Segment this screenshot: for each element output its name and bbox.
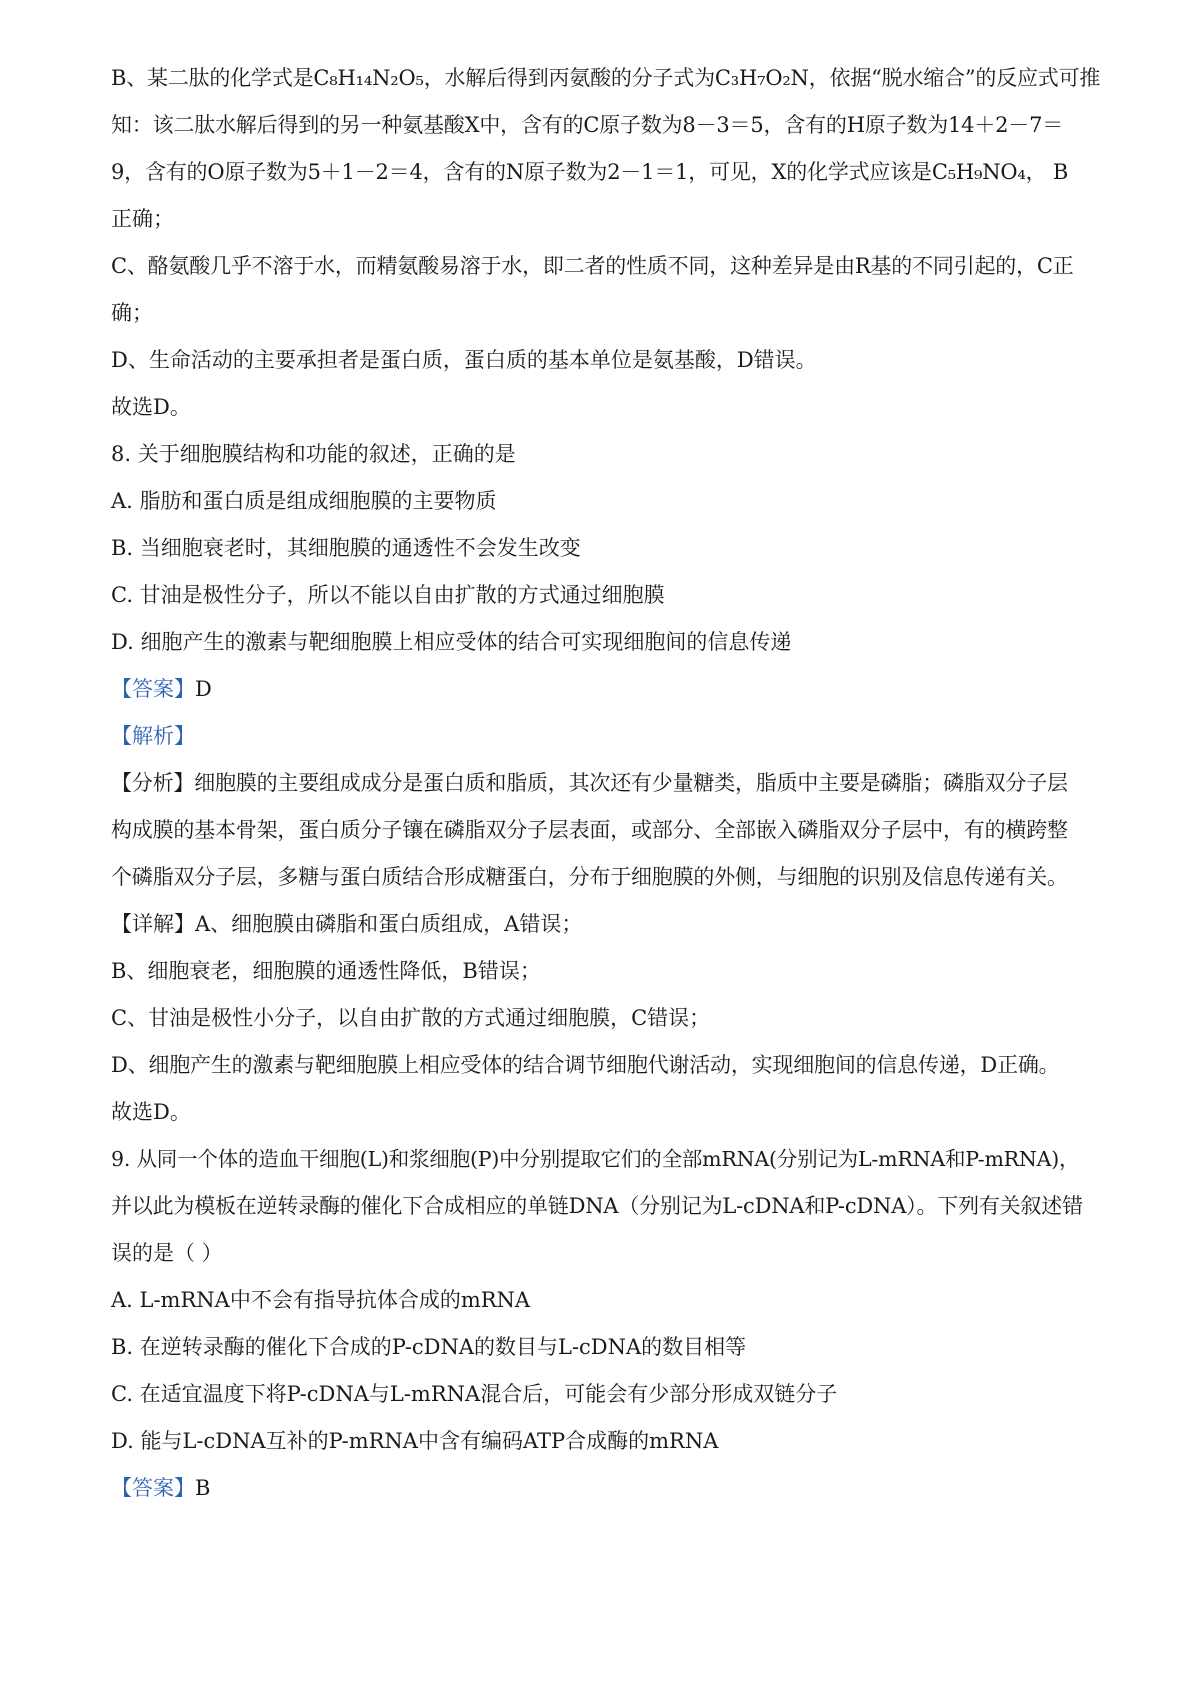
question-9-stem: 并以此为模板在逆转录酶的催化下合成相应的单链DNA（分别记为L-cDNA和P-cDNA）。下列有关叙述错	[111, 1194, 1083, 1218]
answer-value: D	[195, 677, 212, 701]
answer-value: B	[195, 1476, 211, 1500]
text-line: 确；	[111, 301, 153, 325]
answer-8	[111, 675, 1101, 722]
question-8-option-c: C. 甘油是极性分子，所以不能以自由扩散的方式通过细胞膜	[111, 583, 665, 607]
text-line: 9，含有的O原子数为5＋1－2＝4，含有的N原子数为2－1＝1，可见，X的化学式应该是C₅H₉NO₄， B	[111, 160, 1069, 184]
question-8-stem: 8. 关于细胞膜结构和功能的叙述，正确的是	[111, 442, 516, 466]
analysis-line: 构成膜的基本骨架，蛋白质分子镶在磷脂双分子层表面，或部分、全部嵌入磷脂双分子层中，有的横跨整	[111, 818, 1068, 842]
question-8-option-b: B. 当细胞衰老时，其细胞膜的通透性不会发生改变	[111, 536, 581, 560]
answer-9	[111, 1474, 1101, 1521]
detail-line: B、细胞衰老，细胞膜的通透性降低，B错误；	[111, 959, 541, 983]
detail-line	[111, 910, 1101, 957]
question-8-option-d: D. 细胞产生的激素与靶细胞膜上相应受体的结合可实现细胞间的信息传递	[111, 630, 792, 654]
detail-line: C、甘油是极性小分子，以自由扩散的方式通过细胞膜，C错误；	[111, 1006, 711, 1030]
analysis-line	[111, 769, 1101, 816]
analysis-text: 细胞膜的主要组成成分是蛋白质和脂质，其次还有少量糖类，脂质中主要是磷脂；磷脂双分子层	[194, 771, 1068, 795]
text-line: 故选D。	[111, 1100, 191, 1124]
question-9-stem: 误的是（ ）	[111, 1241, 223, 1265]
answer-label: 【答案】	[111, 1476, 195, 1500]
question-9-option-c: C. 在适宜温度下将P-cDNA与L-mRNA混合后，可能会有少部分形成双链分子	[111, 1382, 838, 1406]
text-line: 故选D。	[111, 395, 191, 419]
detail-text: A、细胞膜由磷脂和蛋白质组成，A错误；	[195, 912, 583, 936]
answer-label: 【答案】	[111, 677, 195, 701]
analysis-heading: 【解析】	[111, 724, 195, 748]
detail-label: 【详解】	[111, 912, 195, 936]
document-content	[111, 64, 1101, 1521]
analysis-label: 【分析】	[111, 771, 195, 795]
text-line: C、酪氨酸几乎不溶于水，而精氨酸易溶于水，即二者的性质不同，这种差异是由R基的不同引起的，C正	[111, 254, 1074, 278]
question-9-option-a: A. L-mRNA中不会有指导抗体合成的mRNA	[111, 1288, 531, 1312]
question-9-stem: 9. 从同一个体的造血干细胞(L)和浆细胞(P)中分别提取它们的全部mRNA(分别记为L-mRNA和P-mRNA)，	[111, 1147, 1080, 1171]
text-line: D、生命活动的主要承担者是蛋白质，蛋白质的基本单位是氨基酸，D错误。	[111, 348, 817, 372]
text-line: B、某二肽的化学式是C₈H₁₄N₂O₅，水解后得到丙氨酸的分子式为C₃H₇O₂N，依据“脱水缩合”的反应式可推	[111, 66, 1101, 90]
detail-line: D、细胞产生的激素与靶细胞膜上相应受体的结合调节细胞代谢活动，实现细胞间的信息传递，D正确。	[111, 1053, 1060, 1077]
question-9-option-b: B. 在逆转录酶的催化下合成的P-cDNA的数目与L-cDNA的数目相等	[111, 1335, 747, 1359]
text-line: 正确；	[111, 207, 174, 231]
text-line: 知：该二肽水解后得到的另一种氨基酸X中，含有的C原子数为8－3＝5，含有的H原子数为14＋2－7＝	[111, 113, 1064, 137]
question-8-option-a: A. 脂肪和蛋白质是组成细胞膜的主要物质	[111, 489, 497, 513]
analysis-line: 个磷脂双分子层，多糖与蛋白质结合形成糖蛋白，分布于细胞膜的外侧，与细胞的识别及信息传递有关。	[111, 865, 1068, 889]
question-9-option-d: D. 能与L-cDNA互补的P-mRNA中含有编码ATP合成酶的mRNA	[111, 1429, 719, 1453]
